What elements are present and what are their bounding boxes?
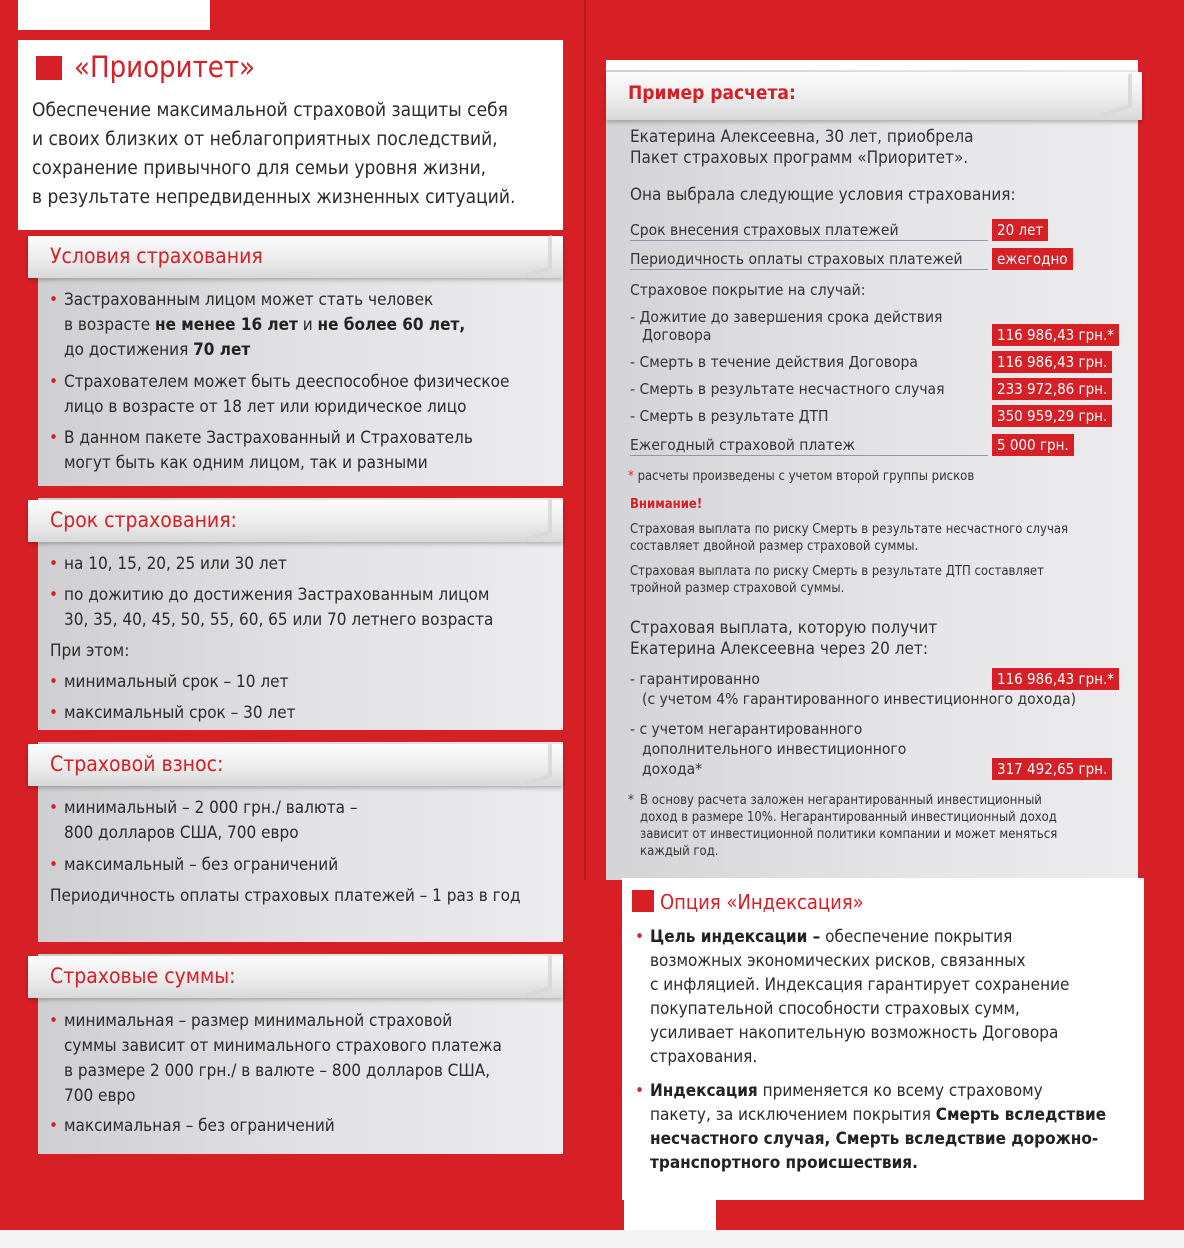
- list-item-line: лицо в возрасте от 18 лет или юридическое лицо: [64, 397, 467, 417]
- coverage-value: 350 959,29 грн.: [992, 405, 1112, 427]
- text-bold: 70 лет: [193, 340, 251, 360]
- option-item-line: покупательной способности страховых сумм,: [650, 999, 1020, 1019]
- text: минимальный срок – 10 лет: [64, 672, 289, 692]
- intro-line: Обеспечение максимальной страховой защиты себя: [32, 99, 508, 121]
- frequency-label: Периодичность оплаты страховых платежей: [630, 250, 988, 270]
- text-bold: Смерть вследствие: [935, 1105, 1107, 1125]
- warning-text: [630, 563, 1044, 597]
- text-bold: транспортного происшествия.: [650, 1153, 918, 1173]
- text: В основу расчета заложен негарантированный инвестиционный: [640, 793, 1042, 808]
- text: Страховая выплата, которую получит: [630, 618, 938, 638]
- coverage-value: 116 986,43 грн.: [992, 351, 1112, 373]
- section-title: Страховой взнос:: [50, 752, 224, 776]
- payout-heading: [630, 618, 937, 660]
- payout-item-line: дополнительного инвестиционного: [642, 740, 907, 758]
- option-title: Опция «Индексация»: [660, 890, 864, 914]
- list-item-line: 800 долларов США, 700 евро: [64, 823, 299, 843]
- payout-item-line: дохода*: [642, 760, 703, 778]
- text: максимальный срок – 30 лет: [64, 703, 296, 723]
- text: максимальный – без ограничений: [64, 855, 339, 875]
- payout-value: 317 492,65 грн.: [992, 758, 1112, 780]
- list-item: • Застрахованным лицом может стать человек: [49, 290, 434, 310]
- term-label: Срок внесения страховых платежей: [630, 221, 988, 241]
- payout-value: 116 986,43 грн.*: [992, 668, 1119, 690]
- option-item-line: [650, 1151, 918, 1175]
- text-bold: Индексация: [650, 1081, 758, 1101]
- footnote: *: [628, 793, 634, 808]
- intro-line: сохранение привычного для семьи уровня жизни,: [32, 157, 487, 179]
- text: зависит от инвестиционной политики компании и может меняться: [640, 827, 1058, 842]
- text: Страхователем может быть дееспособное физическое: [64, 372, 510, 392]
- list-item-line: суммы зависит от минимального страхового платежа: [64, 1036, 502, 1056]
- text: Пакет страховых программ «Приоритет».: [630, 148, 969, 168]
- text: Екатерина Алексеевна через 20 лет:: [630, 639, 928, 659]
- text: минимальный – 2 000 грн./ валюта –: [64, 798, 358, 818]
- text-bold: не менее 16 лет: [155, 315, 298, 335]
- list-item: • максимальная – без ограничений: [49, 1116, 335, 1136]
- text: Страховая выплата по риску Смерть в результате несчастного случая: [630, 522, 1069, 537]
- option-item-line: усиливает накопительную возможность Договора: [650, 1023, 1059, 1043]
- list-item: • минимальный срок – 10 лет: [49, 672, 289, 692]
- coverage-item-line: Договора: [642, 326, 712, 344]
- list-item-line: в размере 2 000 грн./ в валюте – 800 долларов США,: [64, 1061, 491, 1081]
- payout-item: - гарантированно: [630, 670, 760, 688]
- text: пакету, за исключением покрытия: [650, 1105, 936, 1125]
- list-item-line: 700 евро: [64, 1086, 136, 1106]
- option-item: • Индексация применяется ко всему страховому: [635, 1081, 1043, 1101]
- example-intro: [630, 127, 974, 169]
- option-item: • Цель индексации – обеспечение покрытия: [635, 927, 1013, 947]
- text: тройной размер страховой суммы.: [630, 581, 845, 596]
- option-item-line: с инфляцией. Индексация гарантирует сохранение: [650, 975, 1070, 995]
- text: составляет двойной размер страховой суммы.: [630, 539, 919, 554]
- list-item: • максимальный – без ограничений: [49, 855, 339, 875]
- text: В данном пакете Застрахованный и Страхователь: [64, 428, 473, 448]
- list-item: • Страхователем может быть дееспособное физическое: [49, 372, 510, 392]
- term-value: 20 лет: [992, 219, 1048, 241]
- title-square-icon: [36, 56, 62, 80]
- text: расчеты произведены с учетом второй группы рисков: [637, 469, 975, 484]
- text-bold: Цель индексации –: [650, 927, 821, 947]
- list-item: • минимальная – размер минимальной страховой: [49, 1011, 453, 1031]
- right-top-red: [584, 0, 1184, 60]
- coverage-value: 233 972,86 грн.: [992, 378, 1112, 400]
- option-item-line: возможных экономических рисков, связанных: [650, 951, 1026, 971]
- note-text: При этом:: [50, 641, 130, 661]
- text: каждый год.: [640, 844, 719, 859]
- option-item-line: страхования.: [650, 1047, 758, 1067]
- intro-line: и своих близких от неблагоприятных последствий,: [32, 128, 498, 150]
- coverage-item: - Дожитие до завершения срока действия: [630, 308, 943, 326]
- text-bold: не более 60 лет,: [317, 315, 466, 335]
- text: на 10, 15, 20, 25 или 30 лет: [64, 554, 287, 574]
- text: максимальная – без ограничений: [64, 1116, 335, 1136]
- warning-title: Внимание!: [630, 497, 703, 512]
- right-lower-red: [584, 880, 624, 1230]
- option-item-line: [650, 1127, 1098, 1151]
- left-edge-red: [0, 0, 18, 1248]
- text: Застрахованным лицом может стать человек: [64, 290, 434, 310]
- coverage-value: 116 986,43 грн.*: [992, 324, 1119, 346]
- coverage-item: - Смерть в результате несчастного случая: [630, 380, 945, 398]
- text: обеспечение покрытия: [820, 927, 1013, 947]
- warning-text: [630, 521, 1068, 555]
- payout-item: - с учетом негарантированного: [630, 720, 863, 738]
- intro-line: в результате непредвиденных жизненных ситуаций.: [32, 186, 516, 208]
- text: Страховая выплата по риску Смерть в результате ДТП составляет: [630, 564, 1044, 579]
- list-item-line: [64, 313, 465, 338]
- option-item-line: [650, 1103, 1106, 1127]
- text: применяется ко всему страховому: [757, 1081, 1043, 1101]
- bottom-margin: [0, 1230, 1184, 1248]
- intro-text: [32, 96, 515, 212]
- right-bottom-red: [716, 1200, 1142, 1230]
- example-title: Пример расчета:: [628, 82, 796, 104]
- note-text: Периодичность оплаты страховых платежей – 1 раз в год: [50, 886, 521, 906]
- text: до достижения: [64, 340, 194, 360]
- frequency-value: ежегодно: [992, 248, 1073, 270]
- annual-payment-value: 5 000 грн.: [992, 434, 1074, 456]
- coverage-heading: Страховое покрытие на случай:: [630, 281, 866, 299]
- list-item: • максимальный срок – 30 лет: [49, 703, 296, 723]
- coverage-item: - Смерть в течение действия Договора: [630, 353, 918, 371]
- list-item: • В данном пакете Застрахованный и Страхователь: [49, 428, 473, 448]
- list-item-line: 30, 35, 40, 45, 50, 55, 60, 65 или 70 летнего возраста: [64, 610, 494, 630]
- text: по дожитию до достижения Застрахованным лицом: [64, 585, 490, 605]
- list-item: • минимальный – 2 000 грн./ валюта –: [49, 798, 358, 818]
- option-square-icon: [632, 890, 654, 912]
- text: в возрасте: [64, 315, 156, 335]
- text-bold: несчастного случая, Смерть вследствие дорожно-: [650, 1129, 1099, 1149]
- section-title: Условия страхования: [50, 244, 263, 268]
- text: Екатерина Алексеевна, 30 лет, приобрела: [630, 127, 974, 147]
- text: и: [297, 315, 318, 335]
- list-item: • на 10, 15, 20, 25 или 30 лет: [49, 554, 287, 574]
- footnote-text: [640, 792, 1057, 860]
- section-title: Страховые суммы:: [50, 964, 236, 988]
- list-item: • по дожитию до достижения Застрахованным лицом: [49, 585, 490, 605]
- list-item-line: [64, 338, 250, 363]
- conditions-heading: Она выбрала следующие условия страхования:: [630, 185, 1016, 205]
- coverage-item: - Смерть в результате ДТП: [630, 407, 829, 425]
- text: минимальная – размер минимальной страховой: [64, 1011, 453, 1031]
- right-edge-red: [1138, 60, 1184, 1248]
- section-title: Срок страхования:: [50, 508, 237, 532]
- annual-payment-label: Ежегодный страховой платеж: [630, 436, 988, 456]
- footnote: * расчеты произведены с учетом второй группы рисков: [628, 469, 975, 484]
- payout-item-line: (с учетом 4% гарантированного инвестиционного дохода): [642, 690, 1077, 708]
- list-item-line: могут быть как одним лицом, так и разными: [64, 453, 428, 473]
- text: доход в размере 10%. Негарантированный инвестиционный доход: [640, 810, 1057, 825]
- page-title: «Приоритет»: [74, 50, 255, 84]
- top-red-band: [210, 0, 584, 30]
